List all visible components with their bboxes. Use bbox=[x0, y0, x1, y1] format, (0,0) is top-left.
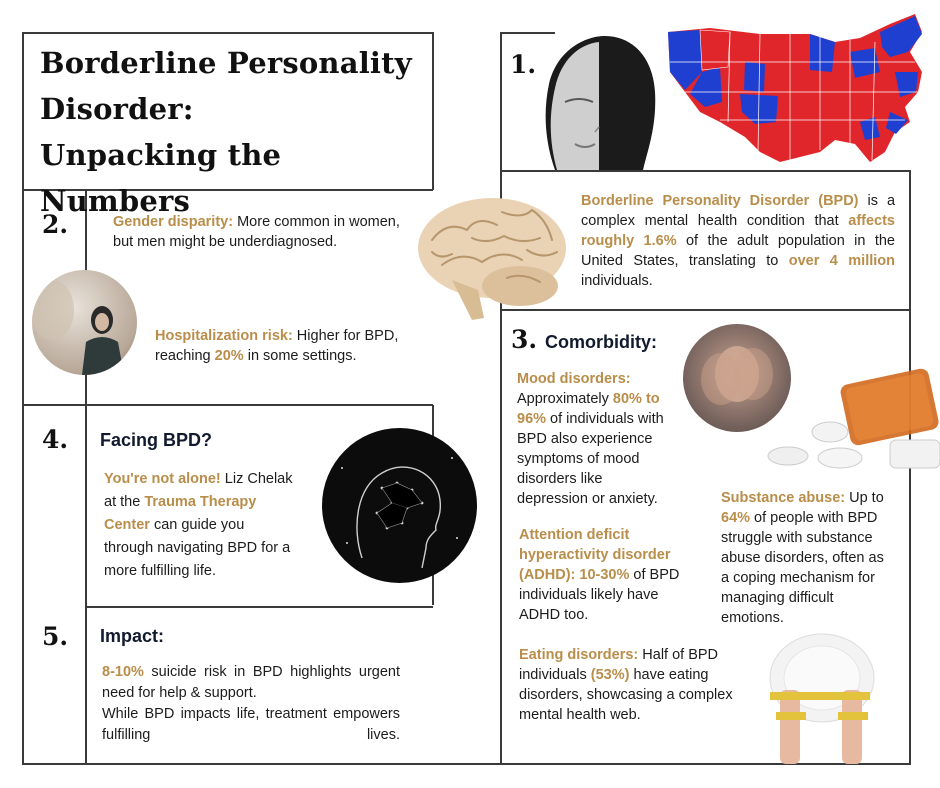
hospitalization-end: in some settings. bbox=[243, 348, 357, 364]
section-2-number: 2. bbox=[42, 210, 69, 239]
gender-body: More common in women, but men might be underdiagnosed. bbox=[113, 214, 400, 250]
hospitalization-text bbox=[155, 326, 415, 366]
mood-highlight: Mood disorders: bbox=[517, 371, 631, 387]
trauma-center-highlight: Trauma Therapy Center bbox=[104, 494, 257, 533]
mood-percent: 80% to 96% bbox=[517, 391, 660, 427]
section-1-number: 1. bbox=[510, 50, 537, 79]
mood-text-a: Approximately bbox=[517, 391, 613, 407]
hospitalization-percent: 20% bbox=[214, 348, 244, 364]
gender-highlight: Gender disparity: bbox=[113, 214, 234, 230]
substance-text-a: Up to bbox=[845, 490, 884, 506]
frame-left bbox=[22, 32, 24, 764]
eating-highlight: Eating disorders: bbox=[519, 647, 639, 663]
substance-percent: 64% bbox=[721, 510, 751, 526]
plate-tape-image bbox=[760, 630, 875, 764]
brain-image bbox=[412, 190, 572, 330]
section-4-number: 4. bbox=[42, 425, 69, 454]
facing-bpd-heading: Facing BPD? bbox=[100, 430, 213, 450]
hospitalization-body: Higher for BPD, reaching bbox=[155, 328, 399, 364]
row-divider-4 bbox=[85, 606, 433, 608]
eating-disorders-text bbox=[519, 645, 759, 725]
col-divider-1 bbox=[432, 32, 434, 190]
title-line-2: Disorder: bbox=[40, 92, 194, 126]
eating-text-a: Half of BPD individuals bbox=[519, 647, 719, 683]
frame-top-left bbox=[22, 32, 433, 34]
impact-body-2: While BPD impacts life, treatment empowers fulfilling lives. bbox=[102, 706, 400, 743]
row-divider-2 bbox=[22, 404, 433, 406]
suicide-risk-highlight: 8-10% bbox=[102, 664, 144, 680]
s1-text-a: is a complex mental health condition that bbox=[581, 193, 896, 229]
section-5-number: 5. bbox=[42, 622, 69, 651]
bpd-highlight: Borderline Personality Disorder (BPD) bbox=[581, 193, 859, 209]
woman-photo bbox=[32, 270, 137, 375]
substance-highlight: Substance abuse: bbox=[721, 490, 846, 506]
hospitalization-highlight: Hospitalization risk: bbox=[155, 328, 293, 344]
s1-highlight-percent: affects roughly 1.6% bbox=[581, 213, 895, 249]
gender-disparity-text bbox=[113, 212, 413, 252]
section-3-number: 3. bbox=[511, 325, 538, 354]
substance-text-b: of people with BPD struggle with substance abuse disorders, often as a coping mechanism for managing difficult emotions. bbox=[721, 510, 884, 626]
neural-head-image bbox=[322, 428, 477, 583]
section-1-text bbox=[581, 191, 895, 291]
facing-text-a: Liz Chelak at the bbox=[104, 471, 293, 510]
facing-text-b: can guide you through navigating BPD for a more fulfilling life. bbox=[104, 517, 291, 579]
page-title bbox=[40, 40, 420, 224]
s1-text-b: of the adult population in the United States, translating to bbox=[581, 233, 895, 269]
impact-heading: Impact: bbox=[100, 626, 165, 646]
impact-body: suicide risk in BPD highlights urgent need for help & support. bbox=[102, 664, 400, 701]
title-line-3: Unpacking the Numbers bbox=[40, 138, 282, 218]
half-face-image bbox=[535, 32, 665, 170]
mood-disorders-text bbox=[517, 369, 677, 509]
eating-percent: (53%) bbox=[590, 667, 630, 683]
adhd-text bbox=[519, 525, 689, 625]
s1-text-c: individuals. bbox=[581, 273, 653, 289]
s1-highlight-millions: over 4 million bbox=[788, 253, 895, 269]
impact-text bbox=[102, 662, 400, 746]
title-line-1: Borderline Personality bbox=[40, 46, 412, 80]
substance-abuse-text bbox=[721, 488, 889, 628]
comorbidity-heading: Comorbidity: bbox=[545, 332, 657, 352]
not-alone-highlight: You're not alone! bbox=[104, 471, 221, 487]
mood-text-b: of individuals with BPD also experience symptoms of mood disorders like depression or anxiety. bbox=[517, 411, 664, 507]
col-divider-2 bbox=[500, 32, 502, 764]
eating-text-b: have eating disorders, showcasing a complex mental health web. bbox=[519, 667, 733, 723]
adhd-highlight: Attention deficit hyperactivity disorder (ADHD): 10-30% bbox=[519, 527, 671, 583]
adhd-body: of BPD individuals likely have ADHD too. bbox=[519, 567, 680, 623]
pill-bottle-image bbox=[760, 360, 940, 475]
facing-bpd-text bbox=[104, 468, 294, 583]
us-map-image bbox=[660, 12, 930, 172]
